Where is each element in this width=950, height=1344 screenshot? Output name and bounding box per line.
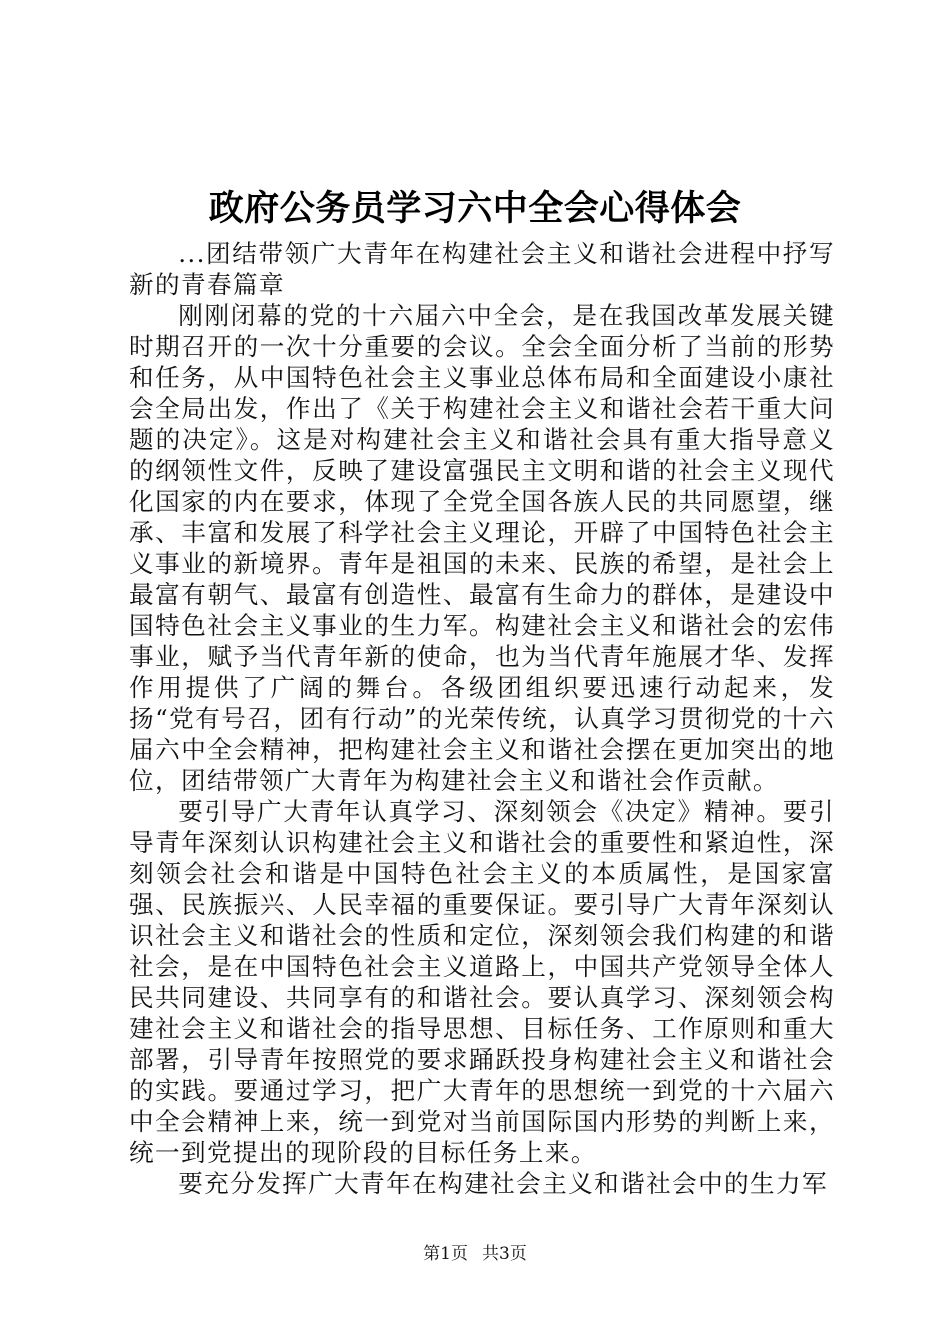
page-footer	[0, 1242, 950, 1266]
document-body	[129, 238, 835, 1199]
document-title: 政府公务员学习六中全会心得体会	[208, 188, 742, 229]
paragraph-1: 刚刚闭幕的党的十六届六中全会，是在我国改革发展关键时期召开的一次十分重要的会议。全会全面分析了当前的形势和任务，从中国特色社会主义事业总体布局和全面建设小康社会全局出发，作出了《关于构建社会主义和谐社会若干重大问题的决定》。这是对构建社会主义和谐社会具有重大指导意义的纲领性文件，反映了建设富强民主文明和谐的社会主义现代化国家的内在要求，体现了全党全国各族人民的共同愿望，继承、丰富和发展了科学社会主义理论，开辟了中国特色社会主义事业的新境界。青年是祖国的未来、民族的希望，是社会上最富有朝气、最富有创造性、最富有生命力的群体，是建设中国特色社会主义事业的生力军。构建社会主义和谐社会的宏伟事业，赋予当代青年新的使命，也为当代青年施展才华、发挥作用提供了广阔的舞台。各级团组织要迅速行动起来，发扬“党有号召，团有行动”的光荣传统，认真学习贯彻党的十六届六中全会精神，把构建社会主义和谐社会摆在更加突出的地位，团结带领广大青年为构建社会主义和谐社会作贡献。	[129, 301, 835, 795]
paragraph-3: 要充分发挥广大青年在构建社会主义和谐社会中的生力军	[178, 1169, 829, 1198]
page-number-total: 共3页	[482, 1244, 527, 1264]
page-number-current: 第1页	[423, 1244, 468, 1264]
paragraph-subtitle: ...团结带领广大青年在构建社会主义和谐社会进程中抒写新的青春篇章	[129, 239, 835, 299]
paragraph-2: 要引导广大青年认真学习、深刻领会《决定》精神。要引导青年深刻认识构建社会主义和谐社会的重要性和紧迫性，深刻领会社会和谐是中国特色社会主义的本质属性，是国家富强、民族振兴、人民幸福的重要保证。要引导广大青年深刻认识社会主义和谐社会的性质和定位，深刻领会我们构建的和谐社会，是在中国特色社会主义道路上，中国共产党领导全体人民共同建设、共同享有的和谐社会。要认真学习、深刻领会构建社会主义和谐社会的指导思想、目标任务、工作原则和重大部署，引导青年按照党的要求踊跃投身构建社会主义和谐社会的实践。要通过学习，把广大青年的思想统一到党的十六届六中全会精神上来，统一到党对当前国际国内形势的判断上来，统一到党提出的现阶段的目标任务上来。	[129, 797, 835, 1167]
